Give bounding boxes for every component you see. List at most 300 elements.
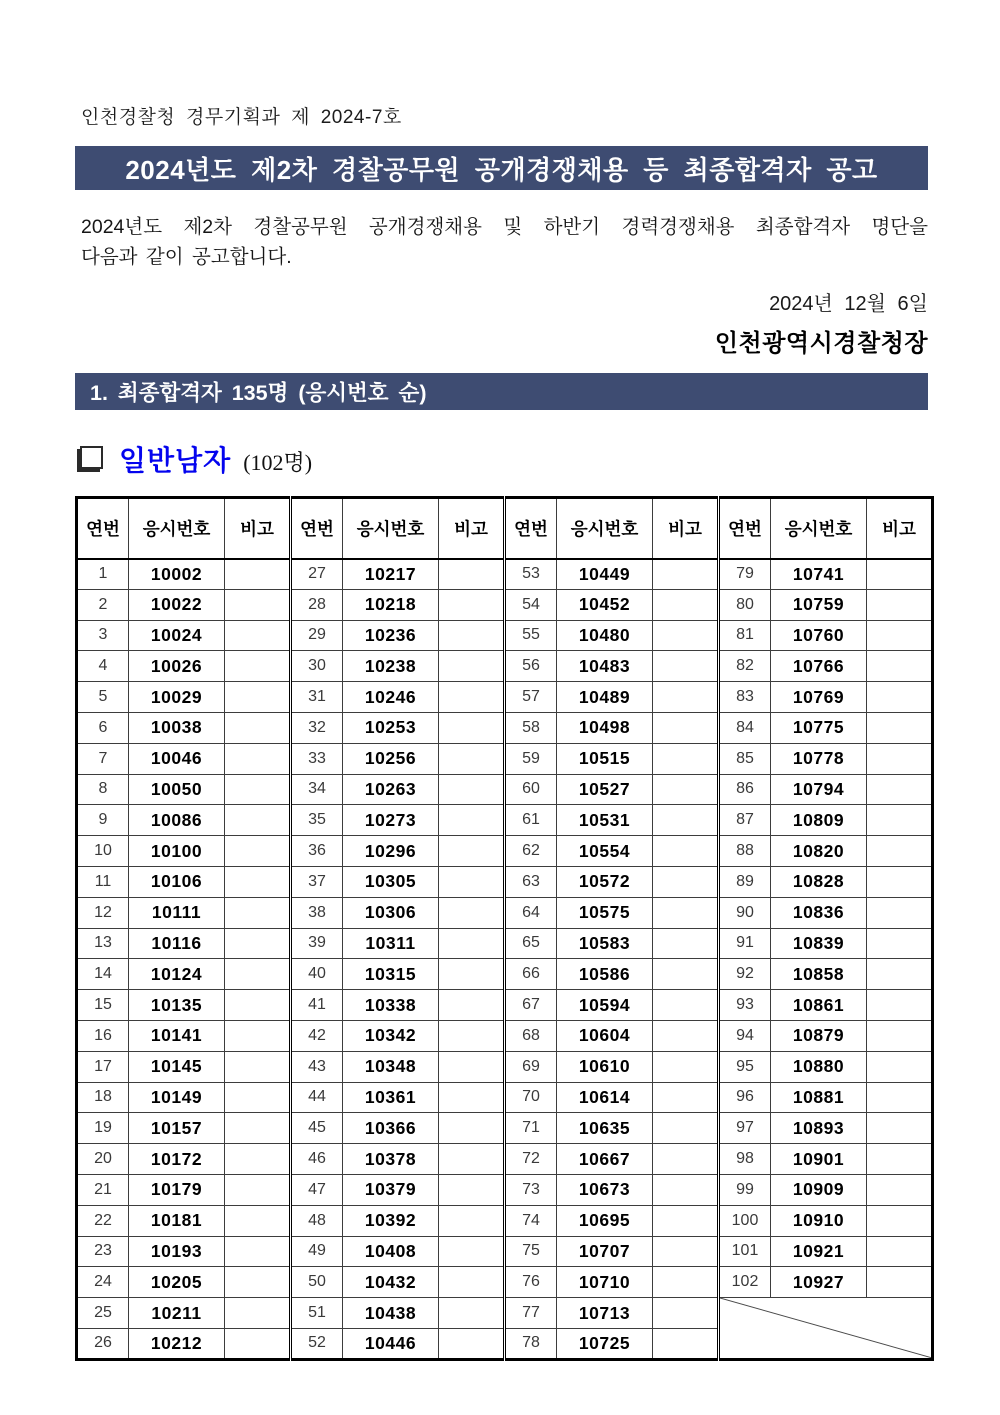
note-cell [225, 897, 291, 928]
exam-number-cell: 10432 [343, 1267, 439, 1298]
note-cell [439, 836, 505, 867]
note-cell [653, 1020, 719, 1051]
seq-cell: 84 [719, 712, 771, 743]
col-header-exam-number: 응시번호 [771, 498, 867, 559]
seq-cell: 102 [719, 1267, 771, 1298]
exam-number-cell: 10741 [771, 559, 867, 590]
exam-number-cell: 10452 [557, 589, 653, 620]
exam-number-cell: 10046 [129, 743, 225, 774]
table-row [77, 1205, 933, 1236]
table-row [77, 712, 933, 743]
note-cell [653, 1236, 719, 1267]
note-cell [439, 589, 505, 620]
note-cell [225, 1144, 291, 1175]
exam-number-cell: 10515 [557, 743, 653, 774]
note-cell [653, 651, 719, 682]
col-header-note: 비고 [653, 498, 719, 559]
seq-cell: 46 [291, 1144, 343, 1175]
note-cell [867, 589, 933, 620]
seq-cell: 97 [719, 1113, 771, 1144]
results-table-head [77, 498, 933, 559]
exam-number-cell: 10880 [771, 1051, 867, 1082]
note-cell [225, 682, 291, 713]
title-banner [75, 146, 928, 190]
note-cell [439, 1113, 505, 1144]
note-cell [439, 1298, 505, 1329]
note-cell [867, 897, 933, 928]
col-header-seq: 연번 [505, 498, 557, 559]
note-cell [653, 1174, 719, 1205]
seq-cell: 45 [291, 1113, 343, 1144]
seq-cell: 53 [505, 559, 557, 590]
seq-cell: 5 [77, 682, 129, 713]
note-cell [439, 897, 505, 928]
note-cell [225, 774, 291, 805]
exam-number-cell: 10024 [129, 620, 225, 651]
exam-number-cell: 10218 [343, 589, 439, 620]
seq-cell: 7 [77, 743, 129, 774]
note-cell [653, 682, 719, 713]
exam-number-cell: 10586 [557, 959, 653, 990]
table-row [77, 897, 933, 928]
note-cell [225, 928, 291, 959]
seq-cell: 16 [77, 1020, 129, 1051]
seq-cell: 10 [77, 836, 129, 867]
seq-cell: 65 [505, 928, 557, 959]
note-cell [439, 1236, 505, 1267]
seq-cell: 91 [719, 928, 771, 959]
note-cell [439, 1020, 505, 1051]
exam-number-cell: 10498 [557, 712, 653, 743]
seq-cell: 55 [505, 620, 557, 651]
seq-cell: 37 [291, 866, 343, 897]
exam-number-cell: 10794 [771, 774, 867, 805]
seq-cell: 90 [719, 897, 771, 928]
note-cell [867, 1051, 933, 1082]
seq-cell: 25 [77, 1298, 129, 1329]
note-cell [867, 774, 933, 805]
note-cell [653, 990, 719, 1021]
exam-number-cell: 10759 [771, 589, 867, 620]
note-cell [439, 1205, 505, 1236]
seq-cell: 17 [77, 1051, 129, 1082]
seq-cell: 78 [505, 1328, 557, 1359]
exam-number-cell: 10861 [771, 990, 867, 1021]
note-cell [867, 836, 933, 867]
note-cell [867, 651, 933, 682]
table-row [77, 1267, 933, 1298]
seq-cell: 74 [505, 1205, 557, 1236]
seq-cell: 23 [77, 1236, 129, 1267]
note-cell [653, 774, 719, 805]
table-row [77, 1051, 933, 1082]
seq-cell: 15 [77, 990, 129, 1021]
seq-cell: 76 [505, 1267, 557, 1298]
exam-number-cell: 10775 [771, 712, 867, 743]
note-cell [867, 866, 933, 897]
seq-cell: 35 [291, 805, 343, 836]
exam-number-cell: 10449 [557, 559, 653, 590]
exam-number-cell: 10858 [771, 959, 867, 990]
exam-number-cell: 10256 [343, 743, 439, 774]
seq-cell: 58 [505, 712, 557, 743]
note-cell [867, 1174, 933, 1205]
seq-cell: 72 [505, 1144, 557, 1175]
exam-number-cell: 10392 [343, 1205, 439, 1236]
exam-number-cell: 10446 [343, 1328, 439, 1359]
seq-cell: 29 [291, 620, 343, 651]
table-row [77, 1082, 933, 1113]
seq-cell: 1 [77, 559, 129, 590]
note-cell [225, 836, 291, 867]
seq-cell: 83 [719, 682, 771, 713]
note-cell [653, 559, 719, 590]
note-cell [653, 959, 719, 990]
seq-cell: 68 [505, 1020, 557, 1051]
exam-number-cell: 10361 [343, 1082, 439, 1113]
seq-cell: 51 [291, 1298, 343, 1329]
exam-number-cell: 10315 [343, 959, 439, 990]
note-cell [653, 1267, 719, 1298]
subsection-count: (102명) [243, 449, 313, 475]
note-cell [867, 1205, 933, 1236]
seq-cell: 33 [291, 743, 343, 774]
exam-number-cell: 10828 [771, 866, 867, 897]
exam-number-cell: 10408 [343, 1236, 439, 1267]
note-cell [225, 620, 291, 651]
table-row [77, 836, 933, 867]
seq-cell: 86 [719, 774, 771, 805]
exam-number-cell: 10893 [771, 1113, 867, 1144]
note-cell [867, 1267, 933, 1298]
exam-number-cell: 10836 [771, 897, 867, 928]
table-row [77, 559, 933, 590]
seq-cell: 80 [719, 589, 771, 620]
seq-cell: 14 [77, 959, 129, 990]
exam-number-cell: 10135 [129, 990, 225, 1021]
exam-number-cell: 10038 [129, 712, 225, 743]
exam-number-cell: 10531 [557, 805, 653, 836]
note-cell [867, 559, 933, 590]
seq-cell: 64 [505, 897, 557, 928]
note-cell [225, 1020, 291, 1051]
section-banner [75, 373, 928, 410]
exam-number-cell: 10296 [343, 836, 439, 867]
exam-number-cell: 10635 [557, 1113, 653, 1144]
note-cell [439, 959, 505, 990]
note-cell [653, 620, 719, 651]
col-header-seq: 연번 [291, 498, 343, 559]
note-cell [439, 1082, 505, 1113]
note-cell [653, 712, 719, 743]
exam-number-cell: 10583 [557, 928, 653, 959]
seq-cell: 19 [77, 1113, 129, 1144]
note-cell [867, 959, 933, 990]
seq-cell: 85 [719, 743, 771, 774]
note-cell [653, 1144, 719, 1175]
exam-number-cell: 10246 [343, 682, 439, 713]
exam-number-cell: 10124 [129, 959, 225, 990]
seq-cell: 87 [719, 805, 771, 836]
exam-number-cell: 10760 [771, 620, 867, 651]
note-cell [439, 712, 505, 743]
table-row [77, 928, 933, 959]
exam-number-cell: 10881 [771, 1082, 867, 1113]
exam-number-cell: 10572 [557, 866, 653, 897]
exam-number-cell: 10809 [771, 805, 867, 836]
seq-cell: 63 [505, 866, 557, 897]
seq-cell: 20 [77, 1144, 129, 1175]
note-cell [225, 1174, 291, 1205]
section-title: 1. 최종합격자 135명 (응시번호 순) [90, 381, 427, 405]
seq-cell: 8 [77, 774, 129, 805]
exam-number-cell: 10483 [557, 651, 653, 682]
seq-cell: 79 [719, 559, 771, 590]
exam-number-cell: 10378 [343, 1144, 439, 1175]
seq-cell: 32 [291, 712, 343, 743]
seq-cell: 27 [291, 559, 343, 590]
note-cell [653, 1205, 719, 1236]
exam-number-cell: 10695 [557, 1205, 653, 1236]
seq-cell: 56 [505, 651, 557, 682]
seq-cell: 49 [291, 1236, 343, 1267]
note-cell [867, 1236, 933, 1267]
seq-cell: 61 [505, 805, 557, 836]
exam-number-cell: 10029 [129, 682, 225, 713]
exam-number-cell: 10211 [129, 1298, 225, 1329]
exam-number-cell: 10217 [343, 559, 439, 590]
exam-number-cell: 10022 [129, 589, 225, 620]
note-cell [653, 897, 719, 928]
note-cell [225, 805, 291, 836]
exam-number-cell: 10342 [343, 1020, 439, 1051]
seq-cell: 50 [291, 1267, 343, 1298]
note-cell [439, 1328, 505, 1359]
exam-number-cell: 10212 [129, 1328, 225, 1359]
exam-number-cell: 10766 [771, 651, 867, 682]
seq-cell: 99 [719, 1174, 771, 1205]
seq-cell: 73 [505, 1174, 557, 1205]
table-row [77, 1174, 933, 1205]
seq-cell: 40 [291, 959, 343, 990]
table-row [77, 682, 933, 713]
exam-number-cell: 10927 [771, 1267, 867, 1298]
seq-cell: 57 [505, 682, 557, 713]
seq-cell: 26 [77, 1328, 129, 1359]
seq-cell: 28 [291, 589, 343, 620]
note-cell [439, 682, 505, 713]
seq-cell: 70 [505, 1082, 557, 1113]
col-header-exam-number: 응시번호 [129, 498, 225, 559]
exam-number-cell: 10106 [129, 866, 225, 897]
table-row [77, 1298, 933, 1329]
table-row [77, 1236, 933, 1267]
seq-cell: 42 [291, 1020, 343, 1051]
seq-cell: 22 [77, 1205, 129, 1236]
seq-cell: 100 [719, 1205, 771, 1236]
note-cell [653, 836, 719, 867]
results-table [75, 496, 934, 1361]
exam-number-cell: 10820 [771, 836, 867, 867]
note-cell [867, 712, 933, 743]
body-line-1: 2024년도 제2차 경찰공무원 공개경쟁채용 및 하반기 경력경쟁채용 최종합격자 명단을 [81, 216, 928, 238]
seq-cell: 30 [291, 651, 343, 682]
note-cell [867, 1082, 933, 1113]
seq-cell: 13 [77, 928, 129, 959]
note-cell [439, 559, 505, 590]
exam-number-cell: 10305 [343, 866, 439, 897]
seq-cell: 6 [77, 712, 129, 743]
table-row [77, 620, 933, 651]
note-cell [439, 805, 505, 836]
exam-number-cell: 10002 [129, 559, 225, 590]
announcement-body [75, 212, 928, 272]
seq-cell: 94 [719, 1020, 771, 1051]
exam-number-cell: 10311 [343, 928, 439, 959]
table-row [77, 1113, 933, 1144]
seq-cell: 82 [719, 651, 771, 682]
note-cell [653, 1298, 719, 1329]
subsection-label: 일반남자 [119, 445, 232, 476]
note-cell [225, 1267, 291, 1298]
note-cell [653, 928, 719, 959]
note-cell [867, 620, 933, 651]
exam-number-cell: 10438 [343, 1298, 439, 1329]
exam-number-cell: 10610 [557, 1051, 653, 1082]
note-cell [653, 743, 719, 774]
exam-number-cell: 10338 [343, 990, 439, 1021]
exam-number-cell: 10489 [557, 682, 653, 713]
exam-number-cell: 10839 [771, 928, 867, 959]
seq-cell: 48 [291, 1205, 343, 1236]
col-header-note: 비고 [439, 498, 505, 559]
note-cell [439, 928, 505, 959]
exam-number-cell: 10086 [129, 805, 225, 836]
note-cell [225, 959, 291, 990]
note-cell [225, 559, 291, 590]
exam-number-cell: 10910 [771, 1205, 867, 1236]
seq-cell: 89 [719, 866, 771, 897]
exam-number-cell: 10879 [771, 1020, 867, 1051]
exam-number-cell: 10238 [343, 651, 439, 682]
note-cell [653, 589, 719, 620]
note-cell [653, 1113, 719, 1144]
note-cell [439, 651, 505, 682]
exam-number-cell: 10527 [557, 774, 653, 805]
seq-cell: 11 [77, 866, 129, 897]
seq-cell: 71 [505, 1113, 557, 1144]
seq-cell: 21 [77, 1174, 129, 1205]
seq-cell: 52 [291, 1328, 343, 1359]
table-row [77, 1144, 933, 1175]
note-cell [439, 1267, 505, 1298]
seq-cell: 69 [505, 1051, 557, 1082]
exam-number-cell: 10710 [557, 1267, 653, 1298]
exam-number-cell: 10179 [129, 1174, 225, 1205]
seq-cell: 12 [77, 897, 129, 928]
diagonal-line-icon [720, 1298, 931, 1358]
seq-cell: 77 [505, 1298, 557, 1329]
note-cell [867, 682, 933, 713]
note-cell [225, 589, 291, 620]
exam-number-cell: 10713 [557, 1298, 653, 1329]
table-row [77, 1020, 933, 1051]
note-cell [439, 774, 505, 805]
note-cell [867, 990, 933, 1021]
seq-cell: 81 [719, 620, 771, 651]
table-row [77, 866, 933, 897]
note-cell [225, 1051, 291, 1082]
col-header-exam-number: 응시번호 [557, 498, 653, 559]
exam-number-cell: 10100 [129, 836, 225, 867]
seq-cell: 24 [77, 1267, 129, 1298]
seq-cell: 47 [291, 1174, 343, 1205]
seq-cell: 9 [77, 805, 129, 836]
seq-cell: 95 [719, 1051, 771, 1082]
exam-number-cell: 10145 [129, 1051, 225, 1082]
note-cell [653, 866, 719, 897]
seq-cell: 59 [505, 743, 557, 774]
seq-cell: 93 [719, 990, 771, 1021]
exam-number-cell: 10673 [557, 1174, 653, 1205]
note-cell [225, 866, 291, 897]
note-cell [225, 1328, 291, 1359]
seq-cell: 39 [291, 928, 343, 959]
note-cell [867, 1020, 933, 1051]
exam-number-cell: 10480 [557, 620, 653, 651]
note-cell [867, 805, 933, 836]
subsection-heading [75, 439, 928, 479]
note-cell [439, 866, 505, 897]
col-header-seq: 연번 [719, 498, 771, 559]
page-title: 2024년도 제2차 경찰공무원 공개경쟁채용 등 최종합격자 공고 [125, 154, 878, 185]
note-cell [225, 1236, 291, 1267]
exam-number-cell: 10253 [343, 712, 439, 743]
seq-cell: 88 [719, 836, 771, 867]
exam-number-cell: 10366 [343, 1113, 439, 1144]
exam-number-cell: 10379 [343, 1174, 439, 1205]
results-table-body [77, 559, 933, 1360]
exam-number-cell: 10172 [129, 1144, 225, 1175]
seq-cell: 31 [291, 682, 343, 713]
seq-cell: 67 [505, 990, 557, 1021]
seq-cell: 2 [77, 589, 129, 620]
exam-number-cell: 10575 [557, 897, 653, 928]
seq-cell: 60 [505, 774, 557, 805]
note-cell [225, 743, 291, 774]
exam-number-cell: 10594 [557, 990, 653, 1021]
square-bullet-icon [80, 446, 103, 469]
note-cell [439, 1144, 505, 1175]
exam-number-cell: 10769 [771, 682, 867, 713]
exam-number-cell: 10554 [557, 836, 653, 867]
body-line-2: 다음과 같이 공고합니다. [81, 246, 292, 268]
document-reference: 인천경찰청 경무기획과 제 2024-7호 [81, 107, 402, 128]
exam-number-cell: 10205 [129, 1267, 225, 1298]
note-cell [225, 1113, 291, 1144]
seq-cell: 62 [505, 836, 557, 867]
note-cell [439, 1174, 505, 1205]
exam-number-cell: 10306 [343, 897, 439, 928]
note-cell [225, 1205, 291, 1236]
table-row [77, 990, 933, 1021]
seq-cell: 36 [291, 836, 343, 867]
table-row [77, 743, 933, 774]
note-cell [653, 1082, 719, 1113]
seq-cell: 43 [291, 1051, 343, 1082]
note-cell [439, 743, 505, 774]
seq-cell: 98 [719, 1144, 771, 1175]
